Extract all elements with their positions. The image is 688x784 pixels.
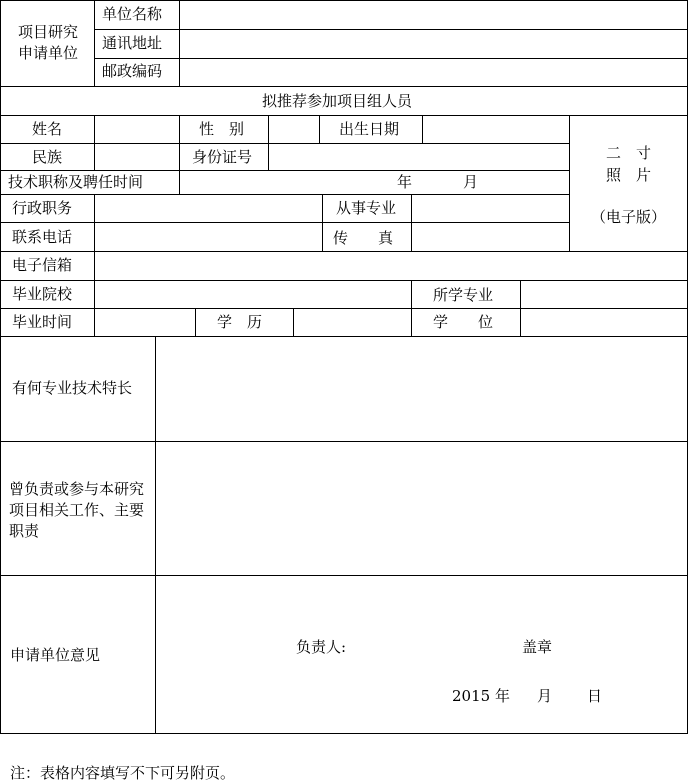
gender-label: 性 别: [199, 120, 245, 138]
id-number-label: 身份证号: [192, 148, 253, 166]
date-month-label: 月: [537, 687, 553, 705]
address-field[interactable]: [180, 30, 687, 58]
birth-date-label: 出生日期: [339, 120, 400, 138]
phone-label: 联系电话: [12, 228, 73, 246]
opinion-field[interactable]: [156, 576, 687, 733]
ethnicity-label: 民族: [32, 148, 63, 166]
photo-line-3: （电子版）: [590, 208, 666, 226]
grad-time-field[interactable]: [95, 309, 195, 336]
email-label: 电子信箱: [12, 256, 73, 274]
date-year-label: 2015 年: [452, 687, 510, 705]
unit-name-label: 单位名称: [102, 5, 163, 23]
fax-field[interactable]: [412, 223, 569, 251]
birth-date-field[interactable]: [423, 116, 569, 143]
unit-name-field[interactable]: [180, 1, 687, 29]
name-label: 姓名: [32, 120, 63, 138]
studied-major-label: 所学专业: [433, 286, 494, 304]
experience-field[interactable]: [156, 442, 687, 575]
ethnicity-field[interactable]: [95, 144, 179, 170]
address-label: 通讯地址: [102, 34, 163, 52]
expertise-field[interactable]: [156, 337, 687, 441]
major-field[interactable]: [412, 195, 569, 222]
responsible-person-label: 负责人:: [296, 638, 347, 656]
degree-field[interactable]: [521, 309, 687, 336]
applicant-unit-label: 项目研究 申请单位: [17, 23, 78, 62]
title-appointment-label: 技术职称及聘任时间: [8, 173, 144, 191]
major-label: 从事专业: [336, 199, 397, 217]
admin-post-field[interactable]: [95, 195, 322, 222]
name-field[interactable]: [95, 116, 179, 143]
year-label: 年: [397, 173, 413, 191]
degree-label: 学 位: [433, 313, 494, 331]
expertise-label: 有何专业技术特长: [12, 379, 133, 397]
date-day-label: 日: [587, 687, 603, 705]
month-label: 月: [463, 173, 479, 191]
school-field[interactable]: [95, 281, 411, 308]
fax-label: 传 真: [333, 229, 394, 247]
seal-label: 盖章: [522, 638, 553, 656]
education-label: 学 历: [217, 313, 263, 331]
phone-field[interactable]: [95, 223, 322, 251]
email-field[interactable]: [95, 252, 687, 280]
studied-major-field[interactable]: [521, 281, 687, 308]
photo-line-1: 二 寸: [605, 144, 651, 162]
education-field[interactable]: [294, 309, 411, 336]
photo-line-2: 照 片: [605, 166, 651, 184]
footer-note: 注：表格内容填写不下可另附页。: [10, 764, 236, 782]
gender-field[interactable]: [269, 116, 319, 143]
admin-post-label: 行政职务: [12, 199, 73, 217]
postcode-label: 邮政编码: [102, 62, 163, 80]
experience-label: 曾负责或参与本研究项目相关工作、主要职责: [9, 480, 145, 540]
grad-time-label: 毕业时间: [12, 313, 73, 331]
postcode-field[interactable]: [180, 59, 687, 86]
opinion-label: 申请单位意见: [10, 646, 101, 664]
members-section-title: 拟推荐参加项目组人员: [262, 92, 413, 110]
id-number-field[interactable]: [269, 144, 569, 170]
school-label: 毕业院校: [12, 285, 73, 303]
